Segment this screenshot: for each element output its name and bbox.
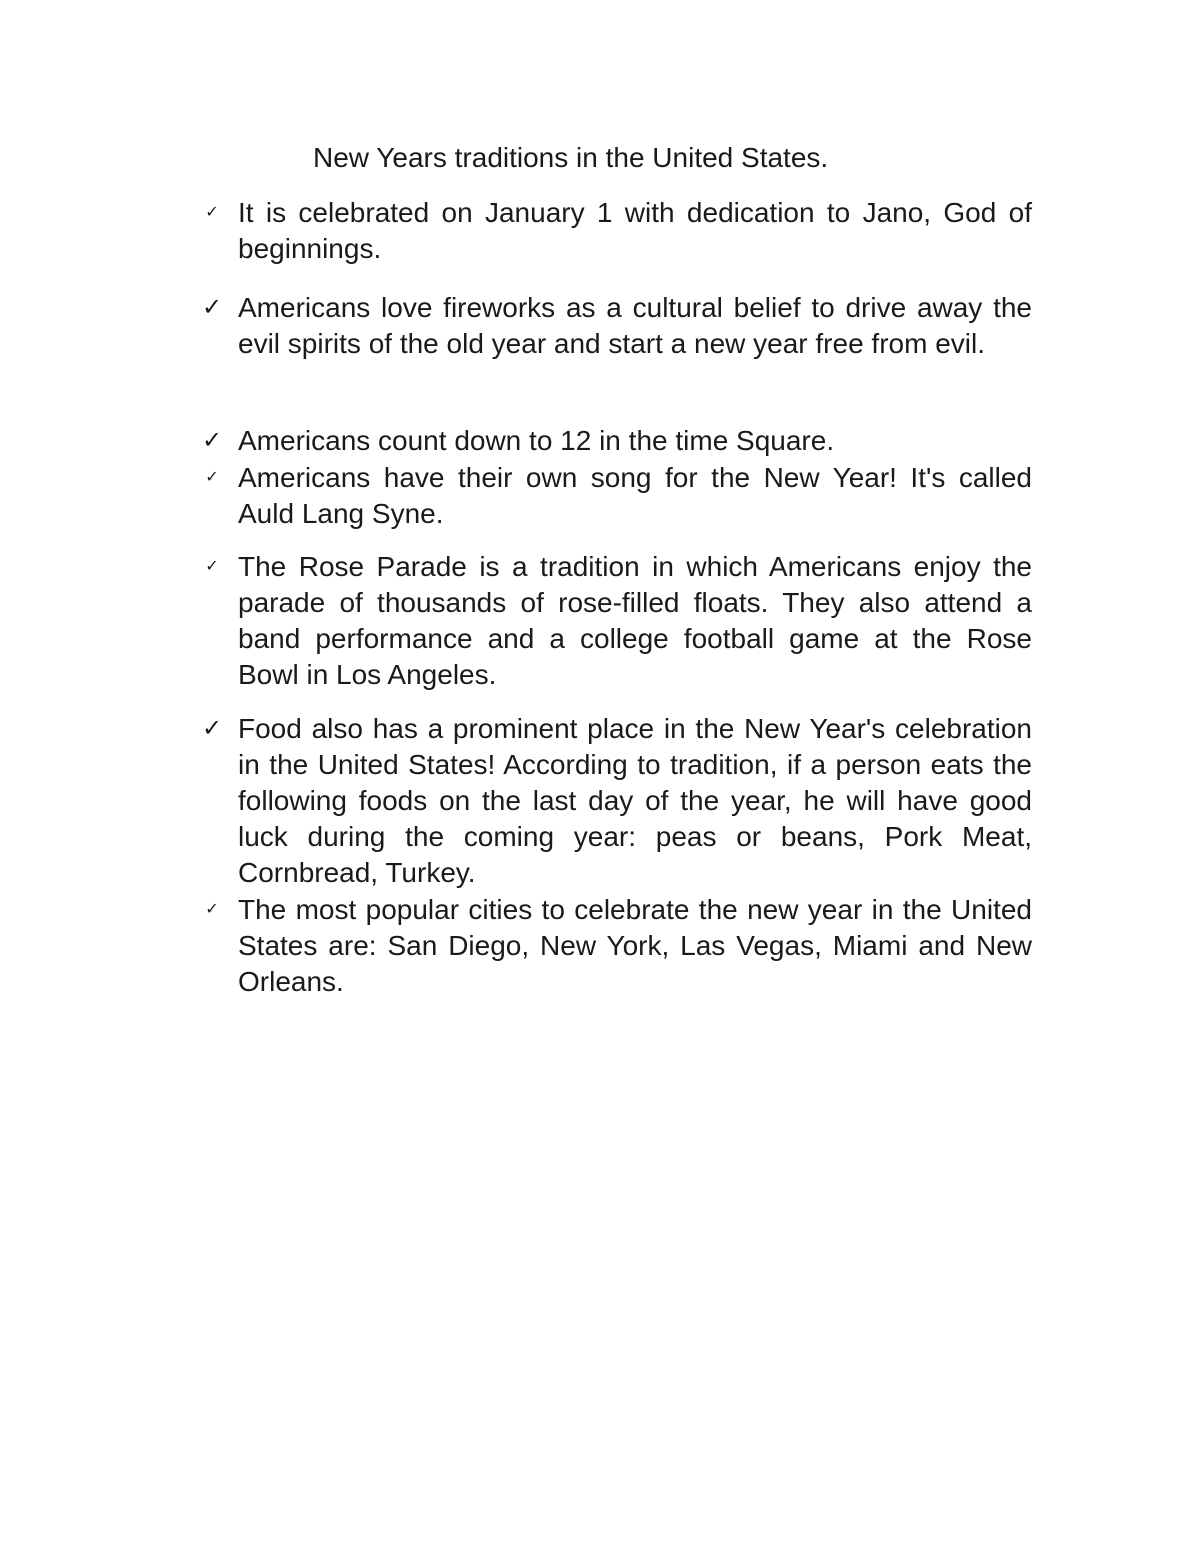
bullet-text: Food also has a prominent place in the New Year's celebration in the United States! According to tradition, if a person eats the following foods on the last day of the year, he will have good luck during the coming year: peas or beans, Pork Meat, Cornbread, Turkey.: [238, 713, 1032, 888]
checkmark-icon: ✓: [205, 558, 219, 575]
checkmark-icon: ✓: [205, 204, 219, 221]
checkmark-icon: ✓: [205, 901, 219, 918]
checkmark-icon: ✓: [201, 427, 223, 454]
bullet-text: The most popular cities to celebrate the new year in the United States are: San Diego, New York, Las Vegas, Miami and New Orleans.: [238, 894, 1032, 997]
checkmark-icon: ✓: [201, 294, 223, 321]
document-title: New Years traditions in the United States.: [313, 142, 829, 173]
bullet-text: It is celebrated on January 1 with dedication to Jano, God of beginnings.: [238, 197, 1032, 264]
bullet-text: Americans love fireworks as a cultural belief to drive away the evil spirits of the old year and start a new year free from evil.: [238, 292, 1032, 359]
bullet-text: Americans count down to 12 in the time Square.: [238, 425, 835, 456]
checkmark-icon: ✓: [201, 715, 223, 742]
checkmark-icon: ✓: [205, 469, 219, 486]
bullet-text: The Rose Parade is a tradition in which Americans enjoy the parade of thousands of rose-filled floats. They also attend a band performance and a college football game at the Rose Bowl in Los Angeles.: [238, 551, 1032, 690]
bullet-text: Americans have their own song for the New Year! It's called Auld Lang Syne.: [238, 462, 1032, 529]
